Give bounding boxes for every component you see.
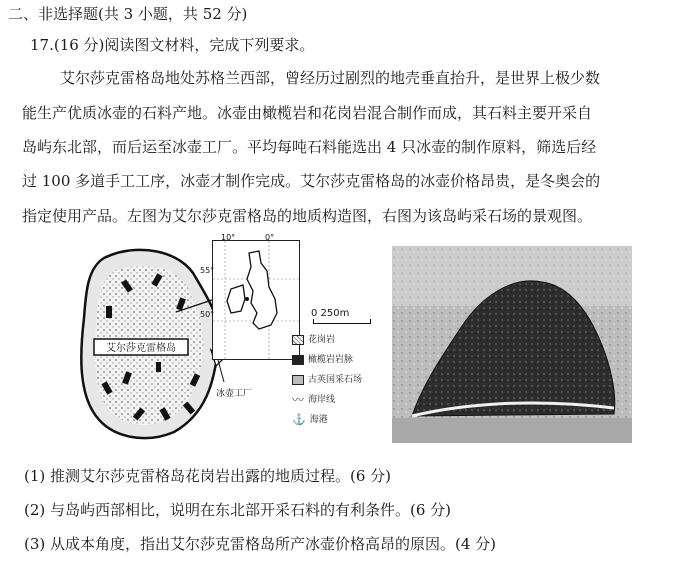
dike-swatch	[292, 355, 304, 365]
passage-line-2: 能生产优质冰壶的石料产地。冰壶由橄榄岩和花岗岩混合制作而成，其石料主要开采自	[22, 104, 593, 122]
subquestion-2: (2) 与岛屿西部相比，说明在东北部开采石料的有利条件。(6 分)	[24, 501, 452, 519]
inset-lat-label-2: 50°	[200, 310, 215, 319]
passage-line-5: 指定使用产品。左图为艾尔莎克雷格岛的地质构造图，右图为该岛屿采石场的景观图。	[22, 207, 593, 225]
legend-label: 花岗岩	[308, 335, 336, 345]
legend-item-quarry	[292, 370, 362, 390]
inset-map	[212, 233, 300, 360]
quarry-swatch	[292, 375, 304, 385]
coastline-icon: 〰	[292, 393, 305, 407]
section-title: 二、非选择题(共 3 小题，共 52 分)	[8, 5, 248, 23]
legend-label: 橄榄岩岩脉	[308, 355, 354, 365]
legend-item-harbor	[292, 410, 362, 430]
inset-lat-label-1: 55°	[200, 266, 215, 275]
passage-line-3: 岛屿东北部，而后运至冰壶工厂。平均每吨石料能选出 4 只冰壶的制作原料，筛选后经	[22, 138, 597, 156]
geologic-map-figure	[66, 232, 366, 446]
legend-label: 海港	[309, 415, 328, 425]
map-legend	[292, 330, 362, 430]
subquestion-1: (1) 推测艾尔莎克雷格岛花岗岩出露的地质过程。(6 分)	[24, 467, 392, 485]
legend-label: 海岸线	[308, 395, 336, 405]
passage-line-4: 过 100 多道手工工序，冰壶才制作完成。艾尔莎克雷格岛的冰壶价格昂贵，是冬奥会的	[22, 172, 601, 190]
legend-item-granite	[292, 330, 362, 350]
factory-label: 冰壶工厂	[216, 389, 253, 399]
legend-label: 古英国采石场	[308, 375, 363, 385]
legend-item-coast	[292, 390, 362, 410]
island-label: 艾尔莎克雷格岛	[106, 343, 176, 354]
scale-label: 0 250m	[311, 308, 350, 319]
quarry-landscape-photo	[392, 246, 632, 443]
scale-bar	[311, 308, 371, 324]
question-header: 17.(16 分)阅读图文材料，完成下列要求。	[30, 36, 315, 54]
subquestion-3: (3) 从成本角度，指出艾尔莎克雷格岛所产冰壶价格高昂的原因。(4 分)	[24, 535, 497, 553]
inset-lon-label-2: 0°	[265, 233, 275, 242]
passage-line-1: 艾尔莎克雷格岛地处苏格兰西部，曾经历过剧烈的地壳垂直抬升，是世界上极少数	[60, 69, 601, 87]
legend-item-dike	[292, 350, 362, 370]
inset-lon-label-1: 10°	[221, 233, 236, 242]
granite-swatch	[292, 335, 304, 345]
anchor-icon: ⚓	[292, 413, 306, 426]
